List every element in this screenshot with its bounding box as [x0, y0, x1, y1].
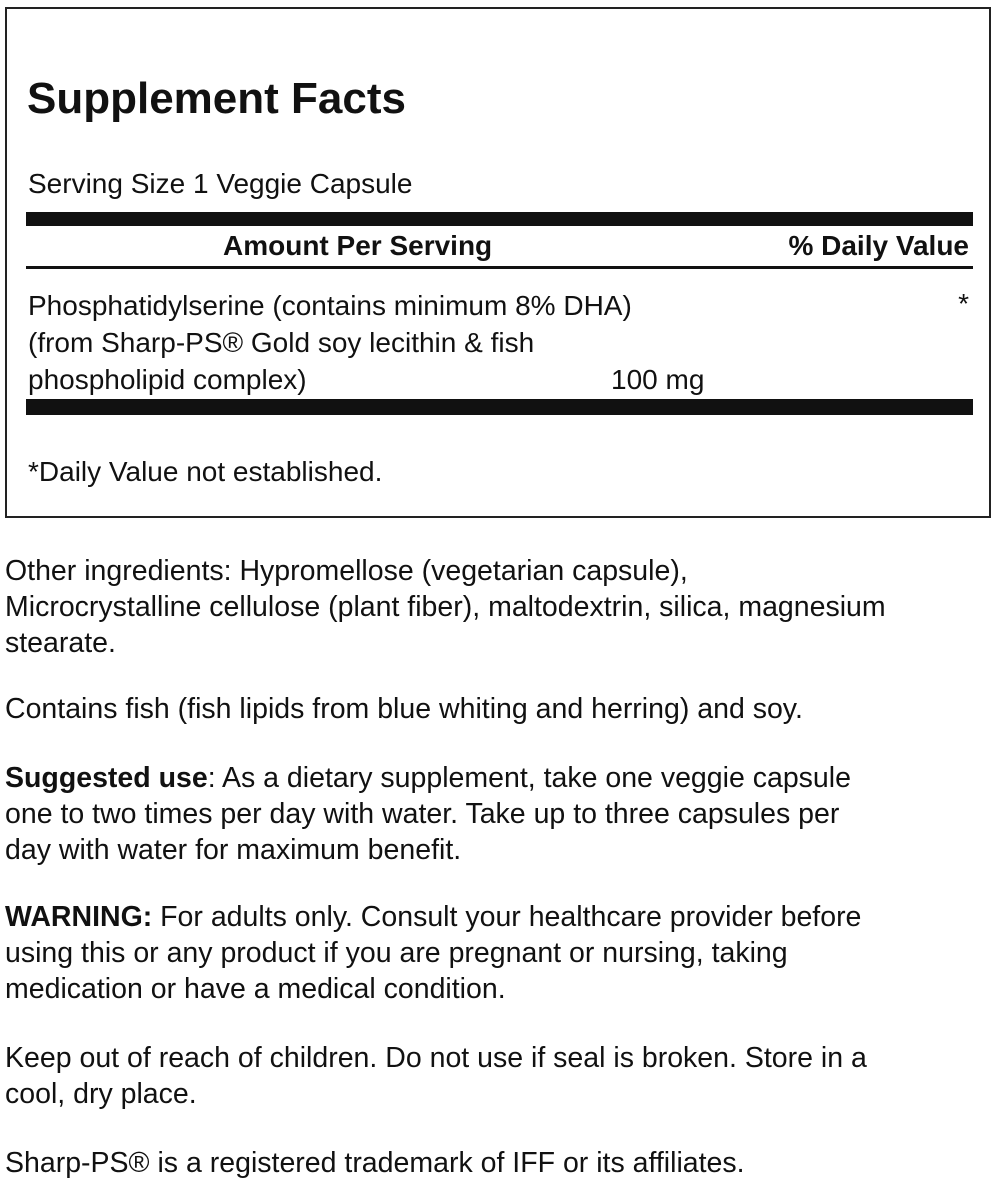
suggested-use-text: : As a dietary supplement, take one veggie capsule [207, 762, 851, 794]
warning-line: medication or have a medical condition. [5, 973, 506, 1005]
other-ingredients-line: Other ingredients: Hypromellose (vegetarian capsule), [5, 555, 688, 587]
allergen-text: Contains fish (fish lipids from blue whiting and herring) and soy. [5, 693, 803, 725]
ingredient-name [28, 287, 632, 398]
ingredient-name-line: Phosphatidylserine (contains minimum 8% DHA) [28, 290, 632, 321]
thin-divider [26, 266, 973, 269]
amount-per-serving-header: Amount Per Serving [223, 230, 493, 261]
suggested-use-line [5, 760, 991, 796]
thick-divider-top [26, 212, 973, 226]
serving-size: Serving Size 1 Veggie Capsule [28, 168, 413, 199]
storage-line: Keep out of reach of children. Do not use if seal is broken. Store in a [5, 1042, 867, 1074]
storage-statement [5, 1040, 991, 1112]
other-ingredients-line: Microcrystalline cellulose (plant fiber), maltodextrin, silica, magnesium [5, 591, 886, 623]
other-ingredients [5, 553, 991, 661]
suggested-use-line: one to two times per day with water. Take up to three capsules per [5, 798, 840, 830]
ingredient-name-line: (from Sharp-PS® Gold soy lecithin & fish [28, 327, 535, 358]
ingredient-daily-value: * [958, 288, 969, 319]
daily-value-footnote: *Daily Value not established. [28, 456, 383, 487]
trademark-notice [5, 1145, 991, 1181]
suggested-use [5, 760, 991, 868]
warning-label: WARNING: [5, 901, 153, 933]
ingredient-name-line: phospholipid complex) [28, 364, 307, 395]
daily-value-header: % Daily Value [788, 230, 969, 261]
warning-text: For adults only. Consult your healthcare provider before [152, 901, 862, 933]
facts-title: Supplement Facts [27, 74, 406, 123]
suggested-use-line: day with water for maximum benefit. [5, 834, 462, 866]
warning-line: using this or any product if you are pregnant or nursing, taking [5, 937, 788, 969]
trademark-text: Sharp-PS® is a registered trademark of IFF or its affiliates. [5, 1147, 745, 1179]
ingredient-amount: 100 mg [611, 364, 705, 395]
supplement-facts-panel [5, 7, 991, 518]
suggested-use-label: Suggested use [5, 762, 208, 794]
warning-line [5, 899, 991, 935]
warning [5, 899, 991, 1007]
other-ingredients-line: stearate. [5, 627, 116, 659]
storage-line: cool, dry place. [5, 1078, 197, 1110]
allergen-statement [5, 691, 991, 727]
thick-divider-bottom [26, 399, 973, 415]
